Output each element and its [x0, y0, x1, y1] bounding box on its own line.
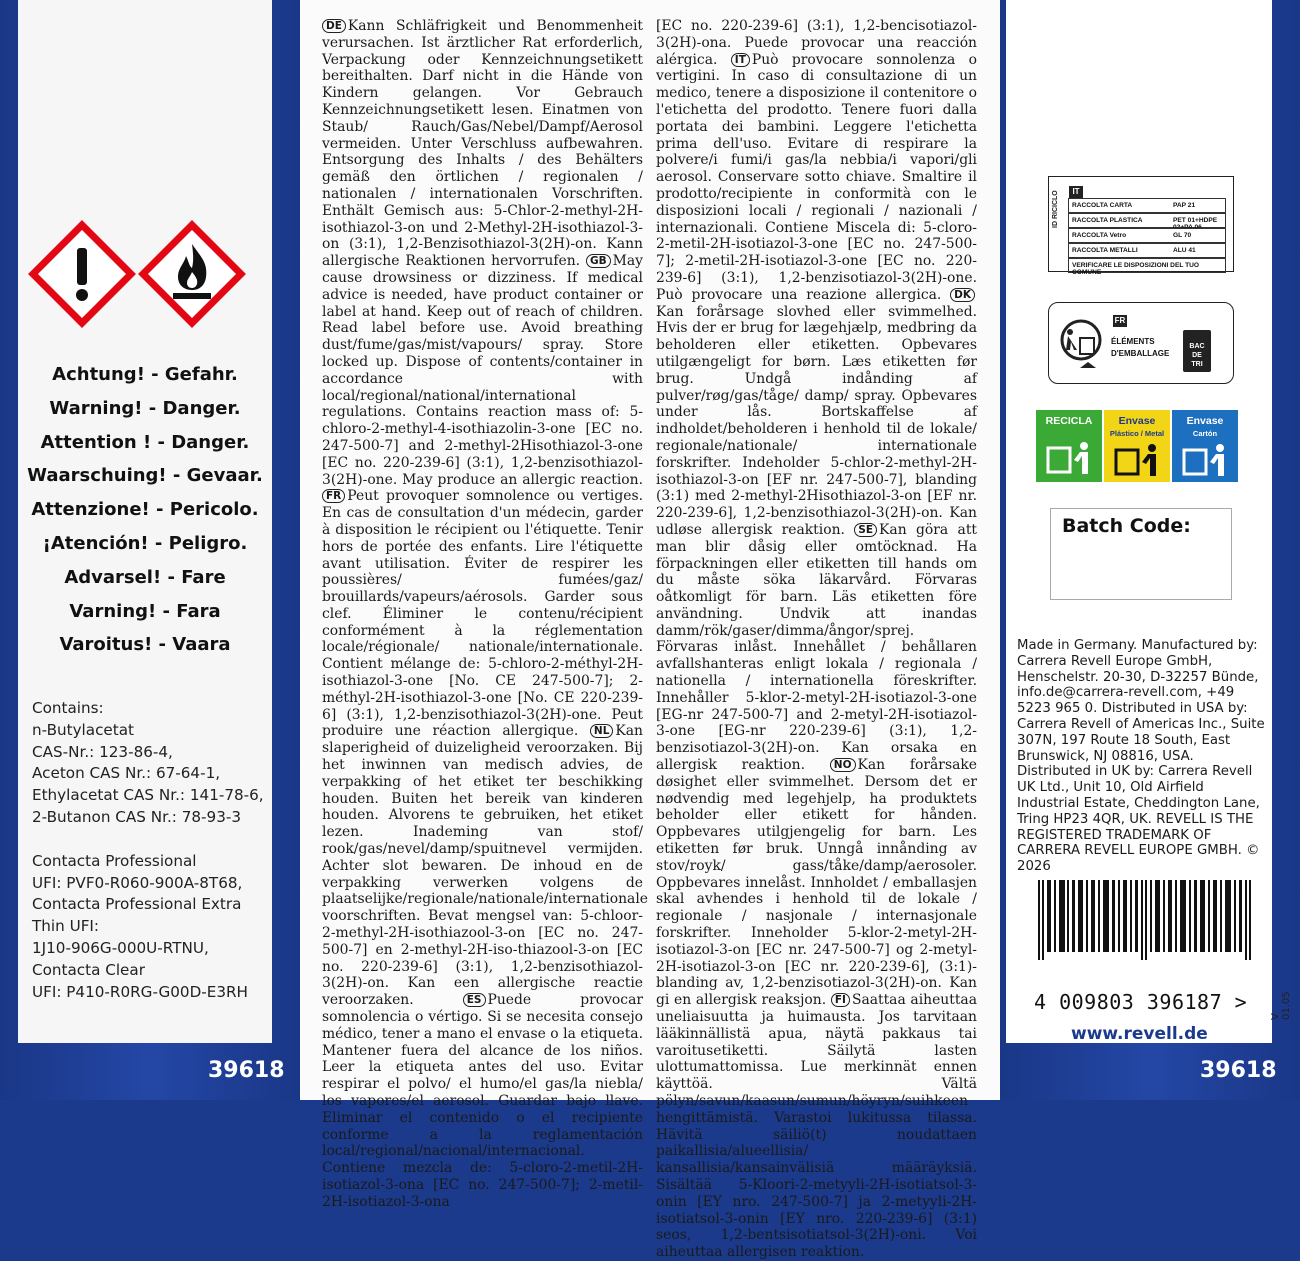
- safety-paragraph: Può provocare sonnolenza o vertigini. In caso di consultazione di un medico, tenere a disposizione il contenitore o l'etichetta del prodotto. Tenere fuori dalla portata dei bambini. Leggere l'etichetta prima dell'uso. Evitare di respirare la polvere/i fumi/i gas/la nebbia/i vapori/gli aerosol. Conservare sotto chiave. Smaltire il prodotto/recipiente in conformità con le disposizioni locali / regionali / nazionali / internazionali. Contiene Miscela di: 5-cloro-2-metil-2H-isotiazol-3-one [EC no. 247-500-7]; 2-metil-2H-isotiazol-3-one [EC no. 220-239-6] (3:1), 1,2-benzisotiazol-3(2H)-one. Può provocare una reazione allergica.: [656, 51, 978, 303]
- language-badge: SE: [854, 523, 877, 537]
- exclamation-hazard-icon: [30, 222, 134, 326]
- safety-paragraph: Kan göra att man blir dåsig eller omtöcknad. Ha förpackningen eller etiketten till hands om du måste söka läkarvård. Förvaras oåtkomligt för barn. Läs etiketten före användning. Undvik att inandas damm/rök/gaser/dimma/ångor/sprej. Förvaras inlåst. Innehållet / behållaren avfallshanteras enligt lokala / regionala / nationella / internationella föreskrifter. Innehåller 5-klor-2-metyl-2H-isotiazol-3-one [EG-nr 247-500-7] and 2-metyl-2H-isotiazol-3-one [EG-nr 220-239-6] (3:1), 1,2-benzisotiazol-3(2H)-on. Kan orsaka en allergisk reaktion.: [656, 521, 977, 774]
- language-badge: FR: [322, 489, 345, 503]
- language-badge: NL: [590, 724, 613, 738]
- recicla-box: RECICLA: [1036, 410, 1102, 482]
- sorting-bin-icon: BAC DE TRI: [1183, 330, 1211, 372]
- contains-line: Aceton CAS Nr.: 67-64-1,: [32, 764, 221, 783]
- website-link[interactable]: www.revell.de: [1071, 1024, 1208, 1044]
- ufi-line: UFI: PVF0-R060-900A-8T68,: [32, 873, 243, 892]
- language-badge: DE: [322, 19, 346, 33]
- bin-disposal-icon: [1112, 442, 1162, 478]
- contains-line: n-Butylacetat: [32, 720, 134, 739]
- hazard-warnings: [18, 358, 272, 662]
- safety-paragraph: May cause drowsiness or dizziness. If medical advice is needed, have product container or label at hand. Keep out of reach of children. Read label before use. Avoid breathing dust/fume/gas/mist/vapours/ spray. Store locked up. Dispose of contents/container in accordance with local/regional/national/international regulations. Contains reaction mass of: 5-chloro-2-methyl-4-isothiazolin-3-one [EC no. 247-500-7] and 2-methyl-2Hisothiazol-3-one [EC no. 220-239-6] (3:1), 1,2-benzisothiazol-3(2H)-one. May produce an allergic reaction.: [322, 253, 643, 488]
- barcode-number: 4 009803 396187 >: [1034, 990, 1248, 1014]
- envase-plastico-box: Envase Plástico / Metal: [1104, 410, 1170, 482]
- language-badge: FI: [831, 993, 850, 1007]
- safety-text-column-1: [322, 18, 648, 1210]
- safety-paragraph: Kan slaperigheid of duizeligheid veroorzaken. Bij het inwinnen van medisch advies, de verpakking of het etiket ter beschikking houden. Buiten het bereik van kinderen houden. Alvorens te gebruiken, het etiket lezen. Inademing van stof/ rook/gas/nevel/damp/spuitnevel vermijden. Achter slot bewaren. De inhoud en de verpakking verwerken volgens de plaatselijke/regionale/nationale/internationale voorschriften. Bevat mengsel van: 5-chloor-2-methyl-2H-isothiazool-3-on [EC no. 247-500-7] en 2-methyl-2H-iso-thiazool-3-on [EC no. 220-239-6] (3:1), 1,2-benzisothiazol-3(2H)-on. Kan een allergische reactie veroorzaken.: [322, 723, 648, 1009]
- recycling-row: RACCOLTA CARTA PAP 21: [1068, 198, 1226, 213]
- contains-line: CAS-Nr.: 123-86-4,: [32, 742, 173, 761]
- safety-text-column-2: [656, 18, 978, 1261]
- language-badge: ES: [463, 993, 486, 1007]
- warning-line: Varning! - Fara: [69, 600, 221, 622]
- article-number-right: 39618: [1200, 1058, 1277, 1083]
- version-label: V 01.05: [1270, 991, 1292, 1020]
- article-number-left: 39618: [208, 1058, 285, 1083]
- warning-line: ¡Atención! - Peligro.: [42, 532, 248, 554]
- warning-line: Waarschuing! - Gevaar.: [27, 465, 263, 487]
- language-badge: NO: [830, 758, 856, 772]
- manufacturer-info: Made in Germany. Manufactured by: Carrera Revell Europe GmbH, Henschelstr. 20-30, D-32257 Bünde, info.de@carrera-revell.com, +49 5223 965 0. Distributed in USA by: Carrera Revell of Americas Inc., Suite 307N, 197 Route 18 South, East Brunswick, NJ 08816, USA. Distributed in UK by: Carrera Revell UK Ltd., Unit 10, Old Airfield Industrial Estate, Cheddington Lane, Tring HP23 4QR, UK. REVELL IS THE REGISTERED TRADEMARK OF CARRERA REVELL EUROPE GMBH. © 2026: [1017, 638, 1265, 875]
- safety-paragraph: [EC no. 220-239-6] (3:1), 1,2-bencisotiazol-3(2H)-ona. Puede provocar una reacción alérgica.: [656, 18, 977, 68]
- ingredients-list: [32, 698, 270, 1003]
- envase-carton-box: Envase Cartón: [1172, 410, 1238, 482]
- warning-line: Attenzione! - Pericolo.: [31, 499, 259, 521]
- safety-paragraph: Kan forårsage slovhed eller svimmelhed. Hvis der er brug for lægehjælp, medbring da beholderen eller etiketten. Opbevares utilgængeligt for børn. Læs etiketten før brug. Undgå indånding af pulver/røg/gas/tåge/ damp/ spray. Opbevares under lås. Bortskaffelse af indholdet/beholderen i henhold til de lokale/ regionale/nationale/ internationale forskrifter. Indeholder 5-chlor-2-methyl-2H-isothiazol-3-on [EF nr. 247-500-7], blanding (3:1) med 2-methyl-2Hisothiazol-3-on [EF nr. 220-239-6], 1,2-benzisothiazol-3(2H)-on. Kan udløse allergisk reaktion.: [656, 303, 977, 538]
- ufi-line: Contacta Professional Extra: [32, 895, 242, 914]
- recycling-row: RACCOLTA METALLI ALU 41: [1068, 243, 1226, 258]
- ufi-line: 1J10-906G-000U-RTNU,: [32, 938, 209, 957]
- ufi-line: Contacta Professional: [32, 851, 197, 870]
- safety-paragraph: Puede provocar somnolencia o vértigo. Si se necesita consejo médico, tener a mano el envase o la etiqueta. Mantener fuera del alcance de los niños. Leer la etiqueta antes del uso. Evitar respirar el polvo/ el humo/el gas/la niebla/ los vapores/el aerosol. Guardar bajo llave. Eliminar el contenido o el recipiente conforme a la reglamentación local/regional/nacional/internacional. Contiene mezcla de: 5-cloro-2-metil-2H-isotiazol-3-ona [EC no. 247-500-7]; 2-metil-2H-isotiazol-3-ona: [322, 992, 643, 1210]
- ufi-line: Contacta Clear: [32, 960, 145, 979]
- recycling-note: VERIFICARE LE DISPOSIZIONI DEL TUO COMUNE: [1068, 258, 1226, 273]
- contains-line: Contains:: [32, 699, 104, 717]
- triman-icon: [1058, 318, 1104, 370]
- contains-line: 2-Butanon CAS Nr.: 78-93-3: [32, 807, 241, 826]
- safety-paragraph: Kan forårsake døsighet eller svimmelhet. Dersom det er nødvendig med legehjelp, ha produktets beholder eller etikett for hånden. Oppbevares utilgjengelig for barn. Les etiketten før bruk. Unngå innånding av stov/royk/ gass/tåke/damp/aerosoler. Oppbevares innelåst. Innholdet / emballasjen skal avhendes i henhold til de lokale / regionale / nasjonale / internasjonale forskrifter. Inneholder 5-klor-2-metyl-2H-isotiazol-3-on [EC nr. 247-500-7] og 2-metyl-2H-isotiazol-3-on [EC nr. 220-239-6], (3:1)-blanding av, 1,2-benzisotiazol-3(2H)-on. Kan gi en allergisk reaksjon.: [656, 757, 977, 1009]
- warning-line: Advarsel! - Fare: [64, 566, 226, 588]
- language-badge: GB: [586, 254, 611, 268]
- country-tag-fr: FR: [1114, 316, 1126, 325]
- contains-line: Ethylacetat CAS Nr.: 141-78-6,: [32, 786, 264, 805]
- warning-line: Varoitus! - Vaara: [59, 634, 231, 656]
- language-badge: IT: [731, 53, 750, 67]
- batch-code-label: Batch Code:: [1062, 515, 1191, 537]
- bin-disposal-icon: [1180, 442, 1230, 478]
- safety-paragraph: Kann Schläfrigkeit und Benommenheit verursachen. Ist ärztlicher Rat erforderlich, Verpackung oder Kennzeichnungsetikett bereithalten. Darf nicht in die Hände von Kindern gelangen. Vor Gebrauch Kennzeichnungsetikett lesen. Einatmen von Staub/ Rauch/Gas/Nebel/Dampf/Aerosol vermeiden. Unter Verschluss aufbewahren. Entsorgung des Inhalts / des Behälters gemäß den örtlichen / regionalen / nationalen / internationalen Vorschriften. Enthält Gemisch aus: 5-Chlor-2-methyl-2H-isothiazol-3-on und 2-Methyl-2H-isothiazol-3-on (3:1), 1,2-Benzisothiazol-3(2H)-on. Kann allergische Reaktionen hervorrufen.: [322, 18, 643, 270]
- recycling-row: RACCOLTA PLASTICA PET 01+HDPE 02+PA 06: [1068, 213, 1226, 228]
- safety-paragraph: Saattaa aiheuttaa uneliaisuutta ja huimausta. Jos tarvitaan lääkinnällistä apua, näytä pakkaus tai varoitusetiketti. Säilytä lasten ulottumattomissa. Lue merkinnät ennen käyttöä. Vältä pölyn/savun/kaasun/sumun/höyryn/suihkeen hengittämistä. Varastoi lukitussa tilassa. Hävitä säiliö(t) noudattaen paikallisia/alueellisia/ kansallisia/kansainvälisiä määräyksiä. Sisältää 5-Kloori-2-metyyli-2H-isotiatsol-3-onin [EY nro. 247-500-7] ja 2-metyyli-2H-isotiatsol-3-onin [EY nro. 220-239-6] (3:1) seos, 1,2-bentsisotiatsol-3(2H)-oni. Voi aiheuttaa allergisen reaktion.: [656, 992, 977, 1261]
- recycling-id-label: ID RICICLO: [1052, 190, 1059, 228]
- flame-hazard-icon: [140, 222, 244, 326]
- warning-line: Warning! - Danger.: [49, 397, 241, 419]
- language-badge: DK: [950, 288, 975, 302]
- ufi-line: UFI: P410-R0RG-G00D-E3RH: [32, 982, 248, 1001]
- recycling-row: RACCOLTA Vetro GL 70: [1068, 228, 1226, 243]
- ufi-line: Thin UFI:: [32, 917, 100, 936]
- warning-line: Achtung! - Gefahr.: [52, 364, 238, 385]
- warning-line: Attention ! - Danger.: [40, 431, 250, 453]
- barcode: [1036, 880, 1254, 960]
- safety-paragraph: Peut provoquer somnolence ou vertiges. En cas de consultation d'un médecin, garder à disposition le récipient ou l'étiquette. Tenir hors de portée des enfants. Lire l'étiquette avant utilisation. Éviter de respirer les poussières/ fumées/gaz/ brouillards/vapeurs/aérosols. Garder sous clef. Éliminer le contenu/récipient conformément à la réglementation locale/régionale/ nationale/internationale. Contient mélange de: 5-chloro-2-méthyl-2H-isothiazol-3-one [No. CE 247-500-7]; 2-méthyl-2H-isothiazol-3-one [No. CE 220-239-6] (3:1), 1,2-benzisothiazol-3(2H)-one. Peut produire une réaction allergique.: [322, 488, 643, 740]
- packaging-elements-label: ÉLÉMENTS D'EMBALLAGE: [1111, 337, 1170, 358]
- country-tag-it: IT: [1069, 186, 1083, 198]
- bin-disposal-icon: [1044, 440, 1094, 476]
